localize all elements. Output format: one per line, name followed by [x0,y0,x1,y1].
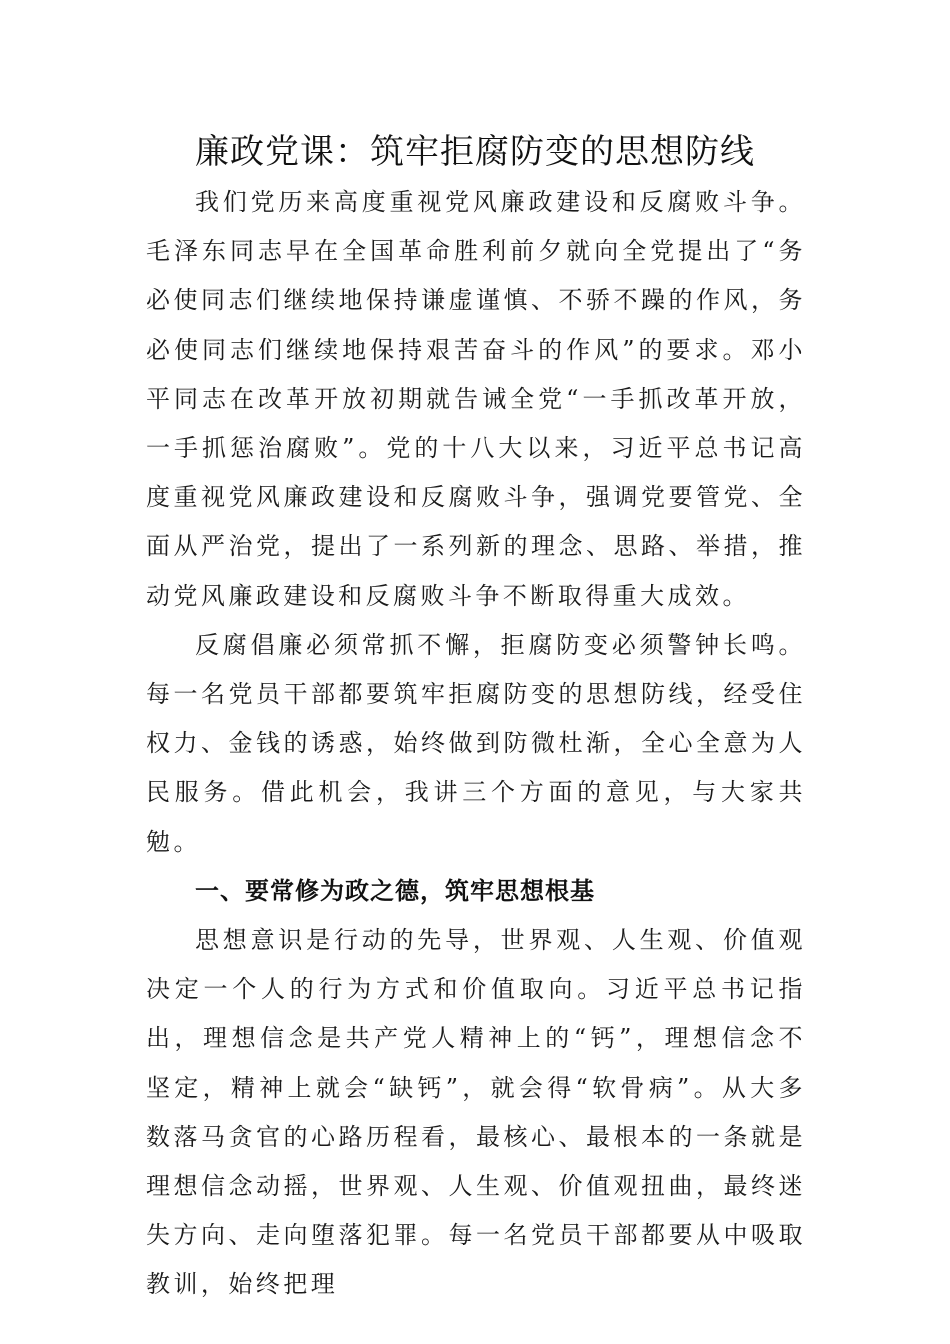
document-body [146,178,806,1310]
paragraph-intro: 反腐倡廉必须常抓不懈，拒腐防变必须警钟长鸣。每一名党员干部都要筑牢拒腐防变的思想防线，经受住权力、金钱的诱惑，始终做到防微杜渐，全心全意为人民服务。借此机会，我讲三个方面的意见，与大家共勉。 [146,630,806,856]
document-title: 廉政党课：筑牢拒腐防变的思想防线 [195,132,755,172]
section-heading-1: 一、要常修为政之德，筑牢思想根基 [195,876,595,905]
paragraph-history: 我们党历来高度重视党风廉政建设和反腐败斗争。毛泽东同志早在全国革命胜利前夕就向全党提出了“务必使同志们继续地保持谦虚谨慎、不骄不躁的作风，务必使同志们继续地保持艰苦奋斗的作风”的要求。邓小平同志在改革开放初期就告诫全党“一手抓改革开放，一手抓惩治腐败”。党的十八大以来，习近平总书记高度重视党风廉政建设和反腐败斗争，强调党要管党、全面从严治党，提出了一系列新的理念、思路、举措，推动党风廉政建设和反腐败斗争不断取得重大成效。 [146,188,806,610]
paragraph-section-1: 思想意识是行动的先导，世界观、人生观、价值观决定一个人的行为方式和价值取向。习近平总书记指出，理想信念是共产党人精神上的“钙”，理想信念不坚定，精神上就会“缺钙”，就会得“软骨病”。从大多数落马贪官的心路历程看，最核心、最根本的一条就是理想信念动摇，世界观、人生观、价值观扭曲，最终迷失方向、走向堕落犯罪。每一名党员干部都要从中吸取教训，始终把理 [146,926,806,1299]
